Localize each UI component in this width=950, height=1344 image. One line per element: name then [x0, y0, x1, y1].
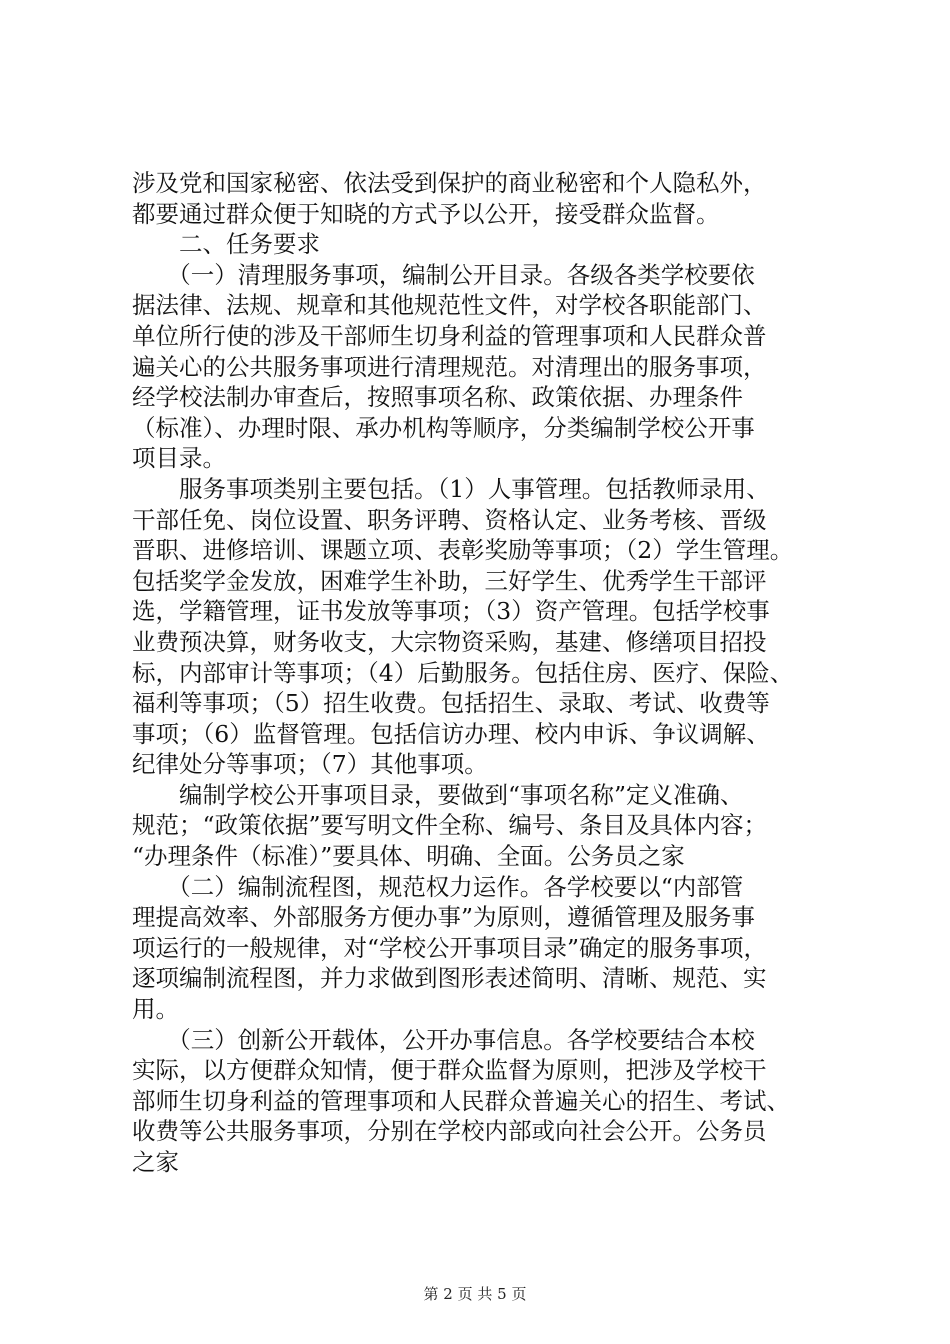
text-line: （二）编制流程图，规范权力运作。各学校要以“内部管: [132, 872, 744, 901]
text-line: 二、任务要求: [132, 230, 320, 259]
text-line: 据法律、法规、规章和其他规范性文件，对学校各职能部门、: [132, 291, 767, 320]
document-body: [132, 168, 832, 1178]
text-line: 干部任免、岗位设置、职务评聘、资格认定、业务考核、晋级: [132, 505, 767, 534]
text-line: 规范；“政策依据”要写明文件全称、编号、条目及具体内容；: [132, 811, 768, 840]
page-footer: 第 2 页 共 5 页: [423, 1285, 527, 1303]
text-line: 服务事项类别主要包括。（1）人事管理。包括教师录用、: [132, 474, 770, 503]
text-line: 福利等事项；（5）招生收费。包括招生、录取、考试、收费等: [132, 689, 770, 718]
text-line: 编制学校公开事项目录，要做到“事项名称”定义准确、: [132, 780, 744, 809]
text-line: 遍关心的公共服务事项进行清理规范。对清理出的服务事项，: [132, 352, 767, 381]
text-line: 之家: [132, 1148, 179, 1176]
text-line: 部师生切身利益的管理事项和人民群众普遍关心的招生、考试、: [132, 1086, 790, 1115]
text-line: 都要通过群众便于知晓的方式予以公开，接受群众监督。: [132, 199, 720, 228]
text-line: 选，学籍管理，证书发放等事项；（3）资产管理。包括学校事: [132, 597, 770, 626]
text-line: （标准）、办理时限、承办机构等顺序，分类编制学校公开事: [132, 413, 755, 442]
text-line: 涉及党和国家秘密、依法受到保护的商业秘密和个人隐私外，: [132, 169, 767, 197]
text-line: 单位所行使的涉及干部师生切身利益的管理事项和人民群众普: [132, 321, 767, 350]
text-line: 项运行的一般规律，对“学校公开事项目录”确定的服务事项，: [132, 933, 768, 962]
text-line: 用。: [132, 995, 179, 1024]
text-line: 理提高效率、外部服务方便办事”为原则，遵循管理及服务事: [132, 903, 756, 932]
text-line: 实际，以方便群众知情，便于群众监督为原则，把涉及学校干: [132, 1056, 767, 1085]
text-line: 标，内部审计等事项；（4）后勤服务。包括住房、医疗、保险、: [132, 658, 794, 687]
text-line: 纪律处分等事项；（7）其他事项。: [132, 750, 488, 779]
text-line: （三）创新公开载体，公开办事信息。各学校要结合本校: [132, 1025, 755, 1054]
text-line: 经学校法制办审查后，按照事项名称、政策依据、办理条件: [132, 383, 743, 412]
text-line: 逐项编制流程图，并力求做到图形表述简明、清晰、规范、实: [132, 964, 767, 993]
text-line: 收费等公共服务事项，分别在学校内部或向社会公开。公务员: [132, 1117, 767, 1146]
text-line: “办理条件（标准）”要具体、明确、全面。公务员之家: [132, 842, 685, 871]
text-line: 业费预决算，财务收支，大宗物资采购，基建、修缮项目招投: [132, 627, 767, 656]
text-line: 项目录。: [132, 444, 226, 473]
text-line: 事项；（6）监督管理。包括信访办理、校内申诉、争议调解、: [132, 719, 770, 748]
text-line: （一）清理服务事项，编制公开目录。各级各类学校要依: [132, 260, 755, 289]
text-line: 晋职、进修培训、课题立项、表彰奖励等事项；（2）学生管理。: [132, 536, 794, 565]
text-line: 包括奖学金发放，困难学生补助，三好学生、优秀学生干部评: [132, 566, 767, 595]
